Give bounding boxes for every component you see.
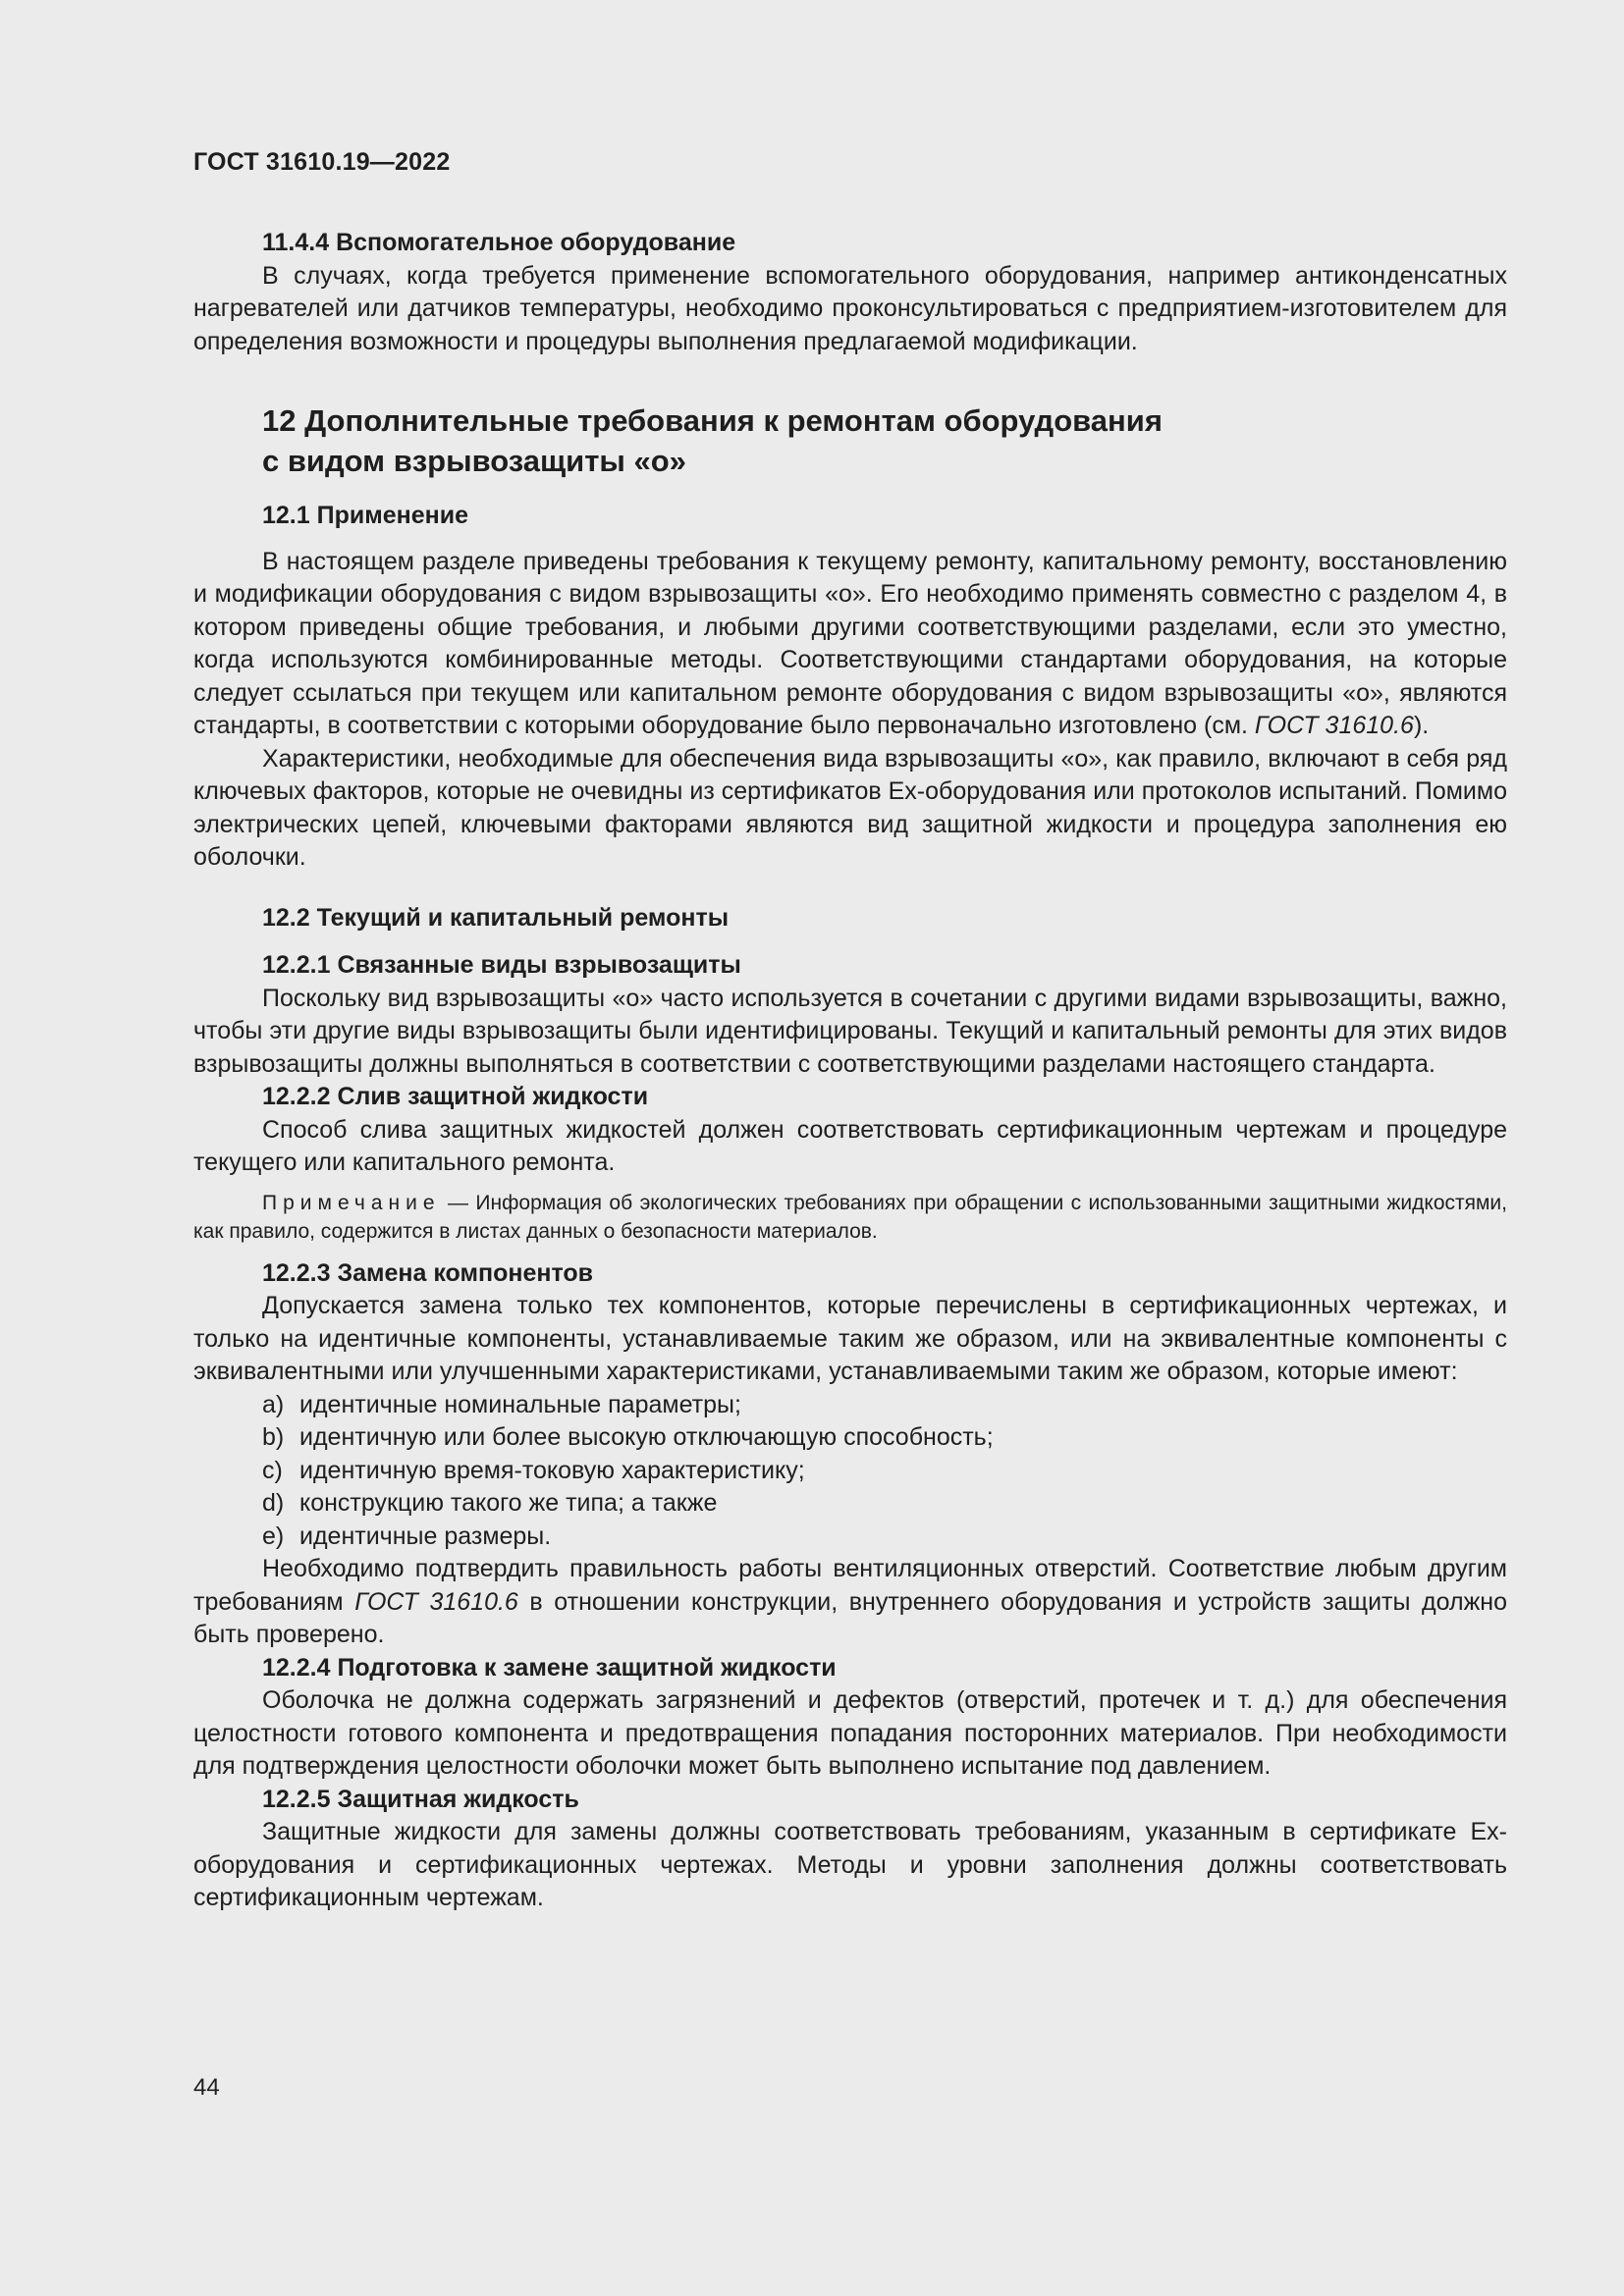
list-marker: a) (262, 1390, 285, 1418)
section-12-2-2-heading: 12.2.2 Слив защитной жидкости (262, 1083, 649, 1110)
paragraph-text: в отношении конструкции, внутреннего оборудования и устройств защиты должно быть проверено. (193, 1587, 1508, 1648)
paragraph-text: В настоящем разделе приведены требования к текущему ремонту, капитальному ремонту, восстановлению и модификации оборудования с видом взрывозащиты «о». Его необходимо применять совместно с разделом 4, в котором приведены общие требования, и любыми другими соответствующими разделами, если это уместно, когда используются комбинированные методы. Соответствующими стандартами оборудования, на которые следует ссылаться при текущем или капитальном ремонте оборудования с видом взрывозащиты «о», являются стандарты, в соответствии с которыми оборудование было первоначально изготовлено (см. (193, 547, 1507, 739)
section-12-2-5-paragraph: Защитные жидкости для замены должны соответствовать требованиям, указанным в сертификате Ex-оборудования и сертификационных чертежах. Методы и уровни заполнения должны соответствовать сертификационным чертежам. (193, 1818, 1507, 1911)
standard-reference: ГОСТ 31610.6 (1254, 712, 1414, 739)
note-label: Примечание (262, 1191, 441, 1214)
list-item-text: конструкцию такого же типа; а также (299, 1489, 718, 1517)
section-12-2-5-heading: 12.2.5 Защитная жидкость (262, 1785, 579, 1813)
list-item (193, 1389, 1507, 1422)
section-12-title-line-1: 12 Дополнительные требования к ремонтам оборудования (262, 403, 1163, 438)
document-code-header: ГОСТ 31610.19—2022 (193, 148, 451, 176)
note-text: — Информация об экологических требованиях при обращении с использованными защитными жидкостями, как правило, содержится в листах данных о безопасности материалов. (193, 1191, 1507, 1243)
list-marker: d) (262, 1489, 285, 1517)
section-12-2-3-heading: 12.2.3 Замена компонентов (262, 1258, 594, 1287)
list-item (193, 1455, 1507, 1488)
note (193, 1189, 1507, 1246)
section-12-2-2-paragraph: Способ слива защитных жидкостей должен соответствовать сертификационным чертежам и процедуре текущего или капитального ремонта. (193, 1115, 1507, 1176)
section-12-title-line-2: с видом взрывозащиты «о» (262, 444, 686, 478)
section-12-2-1-paragraph: Поскольку вид взрывозащиты «о» часто используется в сочетании с другими видами взрывозащиты, важно, чтобы эти другие виды взрывозащиты были идентифицированы. Текущий и капитальный ремонты для этих видов взрывозащиты должны выполняться в соответствии с соответствующими разделами настоящего стандарта. (193, 984, 1507, 1078)
list-item-text: идентичные номинальные параметры; (299, 1390, 741, 1418)
paragraph-text: Необходимо подтвердить правильность работы вентиляционных отверстий. Соответствие любым другим требованиям (193, 1555, 1507, 1616)
list-marker: b) (262, 1423, 285, 1451)
section-12-title (193, 400, 1507, 481)
list-item (193, 1421, 1507, 1455)
list-item (193, 1487, 1507, 1521)
list-marker: e) (262, 1522, 285, 1550)
section-12-1-heading: 12.1 Применение (262, 502, 468, 529)
list-item-text: идентичную время-токовую характеристику; (299, 1456, 805, 1484)
section-12-1-paragraph-2: Характеристики, необходимые для обеспечения вида взрывозащиты «о», как правило, включают в себя ряд ключевых факторов, которые не очевидны из сертификатов Ex-оборудования или протоколов испытаний. Помимо электрических цепей, ключевыми факторами являются вид защитной жидкости и процедура заполнения ею оболочки. (193, 744, 1507, 871)
list-marker: c) (262, 1456, 283, 1484)
section-11-4-4-heading: 11.4.4 Вспомогательное оборудование (262, 229, 736, 256)
section-12-2-1-heading: 12.2.1 Связанные виды взрывозащиты (262, 951, 741, 979)
list-item-text: идентичные размеры. (299, 1522, 552, 1550)
list-item (193, 1521, 1507, 1554)
section-11-4-4-paragraph: В случаях, когда требуется применение вспомогательного оборудования, например антиконденсатных нагревателей или датчиков температуры, необходимо проконсультироваться с предприятием-изготовителем для определения возможности и процедуры выполнения предлагаемой модификации. (193, 261, 1507, 355)
page-content (193, 227, 1507, 1915)
page-number: 44 (193, 2074, 220, 2101)
section-12-1-paragraph-1 (193, 546, 1507, 743)
section-12-2-3-paragraph-2 (193, 1553, 1507, 1652)
section-12-2-4-heading: 12.2.4 Подготовка к замене защитной жидкости (262, 1653, 837, 1682)
list-item-text: идентичную или более высокую отключающую способность; (299, 1423, 994, 1451)
paragraph-text: ). (1413, 712, 1430, 739)
section-12-2-3-paragraph-1: Допускается замена только тех компонентов, которые перечислены в сертификационных чертежах, и только на идентичные компоненты, устанавливаемые таким же образом, или на эквивалентные компоненты с эквивалентными или улучшенными характеристиками, устанавливаемыми таким же образом, которые имеют: (193, 1292, 1507, 1385)
section-12-2-heading: 12.2 Текущий и капитальный ремонты (262, 903, 730, 932)
section-12-2-4-paragraph: Оболочка не должна содержать загрязнений и дефектов (отверстий, протечек и т. д.) для обеспечения целостности готового компонента и предотвращения попадания посторонних материалов. При необходимости для подтверждения целостности оболочки может быть выполнено испытание под давлением. (193, 1686, 1507, 1780)
standard-reference: ГОСТ 31610.6 (354, 1587, 518, 1616)
